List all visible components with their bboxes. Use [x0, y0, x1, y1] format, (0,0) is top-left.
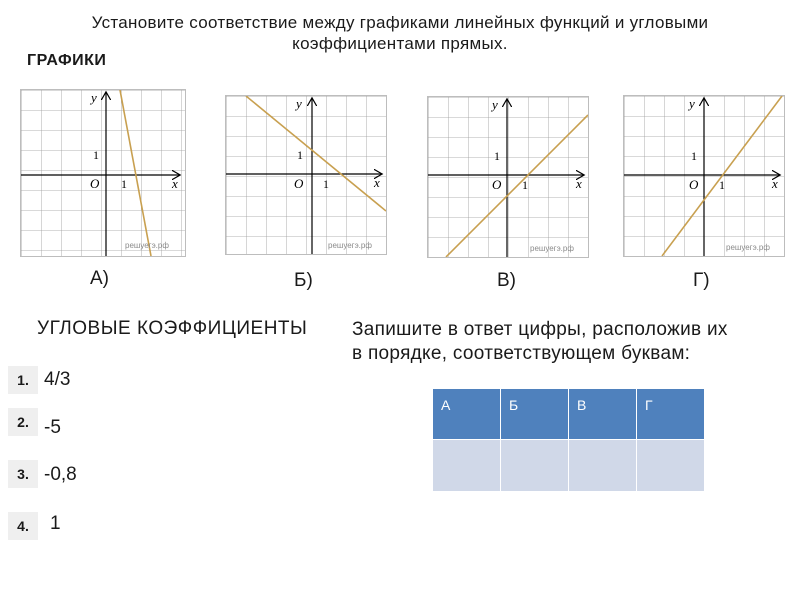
coefficients-heading: УГЛОВЫЕ КОЭФФИЦИЕНТЫ	[37, 318, 308, 339]
graph-g-watermark: решуегэ.рф	[726, 243, 770, 252]
graph-g-origin: O	[689, 177, 699, 192]
coefficient-number-4: 4.	[8, 512, 38, 540]
graph-v-y-label: y	[492, 97, 498, 112]
graph-v	[427, 96, 589, 258]
coefficient-number-1: 1.	[8, 366, 38, 394]
graph-b-one-y: 1	[297, 148, 303, 162]
answer-header-a: А	[433, 389, 501, 440]
coefficient-value-2: -5	[44, 417, 61, 438]
graph-v-label: В)	[497, 270, 516, 291]
graph-g-label: Г)	[693, 270, 710, 291]
graph-b-watermark: решуегэ.рф	[328, 241, 372, 250]
graphs-heading: ГРАФИКИ	[27, 52, 107, 69]
answer-header-b: Б	[501, 389, 569, 440]
graph-b	[225, 95, 387, 255]
task-title	[0, 12, 800, 54]
graph-v-origin: O	[492, 177, 502, 192]
graph-g-one-y: 1	[691, 149, 697, 163]
coefficient-value-3: -0,8	[44, 464, 77, 485]
answer-header-v: В	[569, 389, 637, 440]
graph-b-x-label: x	[374, 175, 380, 190]
coefficient-value-4: 1	[50, 513, 61, 534]
graph-b-one-x: 1	[323, 177, 329, 191]
graph-a-y-label: y	[91, 90, 97, 105]
graph-b-y-label: y	[296, 96, 302, 111]
instruction-line2: в порядке, соответствующем буквам:	[352, 343, 691, 364]
coefficient-number-2: 2.	[8, 408, 38, 436]
answer-cell-g[interactable]	[637, 440, 705, 492]
graph-a-x-label: x	[172, 176, 178, 191]
task-title-line1: Установите соответствие между графиками линейных функций и угловыми	[91, 13, 709, 32]
graph-a-one-y: 1	[93, 148, 99, 162]
answer-header-g: Г	[637, 389, 705, 440]
graph-a-one-x: 1	[121, 177, 127, 191]
graph-g	[623, 95, 785, 257]
graph-b-label: Б)	[294, 270, 313, 291]
coefficient-value-1: 4/3	[44, 369, 71, 390]
graph-b-origin: O	[294, 176, 304, 191]
graph-a-label: А)	[90, 268, 109, 289]
graph-v-one-y: 1	[494, 149, 500, 163]
coefficient-number-3: 3.	[8, 460, 38, 488]
graph-a	[20, 89, 186, 257]
answer-table	[432, 388, 705, 492]
graph-v-one-x: 1	[522, 178, 528, 192]
graph-g-y-label: y	[689, 96, 695, 111]
answer-cell-v[interactable]	[569, 440, 637, 492]
graph-v-watermark: решуегэ.рф	[530, 244, 574, 253]
task-title-line2: коэффициентами прямых.	[292, 34, 508, 53]
answer-cell-a[interactable]	[433, 440, 501, 492]
graph-v-x-label: x	[576, 176, 582, 191]
instruction-text	[352, 318, 728, 366]
graph-a-origin: O	[90, 176, 100, 191]
graph-g-x-label: x	[772, 176, 778, 191]
answer-cell-b[interactable]	[501, 440, 569, 492]
graph-g-one-x: 1	[719, 178, 725, 192]
instruction-line1: Запишите в ответ цифры, расположив их	[352, 319, 728, 340]
graph-a-watermark: решуегэ.рф	[125, 241, 169, 250]
